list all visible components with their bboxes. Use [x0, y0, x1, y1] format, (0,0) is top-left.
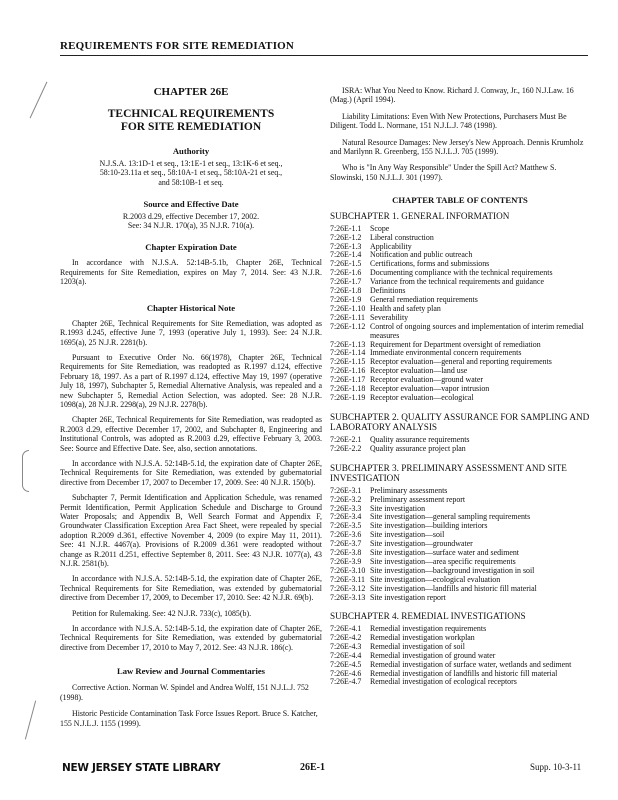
- section-number: 7:26E-1.2: [330, 232, 362, 242]
- section-number: 7:26E-1.5: [330, 259, 362, 269]
- section-title: Notification and public outreach: [370, 250, 473, 260]
- section-title: Site investigation—groundwater: [370, 539, 473, 549]
- law-review-heading: Law Review and Journal Commentaries: [117, 666, 265, 677]
- section-number: 7:26E-3.13: [330, 592, 366, 602]
- authority-heading: Authority: [172, 146, 210, 156]
- section-number: 7:26E-2.2: [330, 443, 362, 453]
- toc-entry: [330, 323, 590, 341]
- section-title: Liberal construction: [370, 232, 434, 242]
- law-review-ref: Liability Limitations: Even With New Protections, Purchasers Must Be Diligent. Todd L. Normane, 151 N.J.L.J. 748 (1998).: [330, 111, 567, 131]
- toc-list: [330, 487, 590, 603]
- section-number: 7:26E-1.15: [330, 357, 366, 367]
- toc-entry: [330, 225, 590, 234]
- section-number: 7:26E-3.8: [330, 548, 362, 558]
- section-number: 7:26E-1.8: [330, 286, 362, 296]
- section-title: Remedial investigation requirements: [370, 623, 487, 633]
- section-number: 7:26E-3.6: [330, 530, 362, 540]
- section-title: General remediation requirements: [370, 295, 478, 304]
- history-paragraph: Pursuant to Executive Order No. 66(1978), Chapter 26E, Technical Requirements for Site Remediation, was readopted as R.1997 d.124, effective February 18, 1997. As a part of R.1997 d.124, effective May 19, 1997 (operative July 18, 1997), Subchapter 5, Remedial Alternative Analysis, was repealed and a new Subchapter 5, Remedial Action Selection, was adopted. See: 28 N.J.R. 1098(a), 28 N.J.R. 2298(a), 29 N.J.R. 2278(b).: [60, 352, 322, 409]
- toc-entry: [330, 296, 590, 305]
- section-number: 7:26E-1.10: [330, 303, 366, 313]
- section-title: Site investigation—background investigation in soil: [370, 565, 535, 575]
- section-title: Remedial investigation of soil: [370, 641, 465, 651]
- section-title: Site investigation—surface water and sediment: [370, 548, 520, 558]
- section-title: Remedial investigation of surface water, wetlands and sediment: [370, 659, 572, 669]
- section-title: Remedial investigation of ground water: [370, 650, 496, 660]
- authority-text: N.J.S.A. 13:1D-1 et seq., 13:1E-1 et seq., 13:1K-6 et seq., 58:10-23.11a et seq., 58:10A-1 et seq., 58:10A-21 et seq., and 58:10B-1 et seq.: [99, 159, 283, 187]
- section-number: 7:26E-3.1: [330, 485, 362, 495]
- section-number: 7:26E-3.2: [330, 494, 362, 504]
- toc-entry: [330, 278, 590, 287]
- section-title: Receptor evaluation—general and reporting requirements: [370, 357, 552, 367]
- section-title: Quality assurance project plan: [370, 443, 466, 453]
- source-text: R.2003 d.29, effective December 17, 2002. See: 34 N.J.R. 170(a), 35 N.J.R. 710(a).: [122, 211, 260, 231]
- section-number: 7:26E-2.1: [330, 434, 362, 444]
- section-title: Preliminary assessment report: [370, 494, 466, 504]
- section-number: 7:26E-4.2: [330, 632, 362, 642]
- left-column: [60, 86, 322, 728]
- section-number: 7:26E-3.3: [330, 503, 362, 513]
- section-title: Immediate environmental concern requirements: [370, 348, 522, 358]
- supplement-date: Supp. 10-3-11: [530, 762, 582, 772]
- chapter-number: CHAPTER 26E: [153, 86, 229, 98]
- section-title: Remedial investigation workplan: [370, 632, 475, 642]
- toc-entry: [330, 234, 590, 243]
- section-number: 7:26E-1.7: [330, 277, 362, 287]
- section-title: Receptor evaluation—ecological: [370, 392, 474, 402]
- section-number: 7:26E-1.3: [330, 241, 362, 251]
- subchapter-heading: SUBCHAPTER 2. QUALITY ASSURANCE FOR SAMPLING AND LABORATORY ANALYSIS: [330, 411, 590, 433]
- section-title: Site investigation: [370, 503, 426, 513]
- subchapter-heading: SUBCHAPTER 4. REMEDIAL INVESTIGATIONS: [330, 611, 526, 622]
- section-title: Preliminary assessments: [370, 485, 448, 495]
- scan-mark: [22, 450, 29, 492]
- section-title: Quality assurance requirements: [370, 434, 470, 444]
- toc-list: [330, 436, 590, 454]
- history-heading: Chapter Historical Note: [146, 302, 236, 313]
- section-number: 7:26E-1.4: [330, 250, 362, 260]
- header-rule: [60, 55, 588, 56]
- section-title: Control of ongoing sources and implementation of interim remedial measures: [370, 321, 584, 340]
- section-title: Site investigation—landfills and historic fill material: [370, 583, 537, 593]
- section-number: 7:26E-4.7: [330, 677, 362, 687]
- section-title: Applicability: [370, 241, 412, 251]
- section-number: 7:26E-1.11: [330, 312, 365, 322]
- history-paragraph: Petition for Rulemaking. See: 42 N.J.R. 733(c), 1085(b).: [72, 608, 252, 618]
- section-number: 7:26E-4.1: [330, 623, 362, 633]
- section-title: Requirement for Department oversight of remediation: [370, 339, 541, 349]
- toc-entry: [330, 496, 590, 505]
- section-title: Remedial investigation of ecological receptors: [370, 677, 517, 687]
- subchapter-heading: SUBCHAPTER 1. GENERAL INFORMATION: [330, 211, 510, 222]
- section-title: Certifications, forms and submissions: [370, 259, 490, 269]
- toc-entry: [330, 594, 590, 603]
- section-title: Definitions: [370, 286, 406, 296]
- section-title: Receptor evaluation—land use: [370, 366, 468, 376]
- toc-list: [330, 225, 590, 403]
- section-number: 7:26E-4.3: [330, 641, 362, 651]
- law-review-ref: Historic Pesticide Contamination Task Force Issues Report. Bruce S. Katcher, 155 N.J.L.J. 1155 (1999).: [60, 709, 318, 728]
- section-number: 7:26E-3.12: [330, 583, 366, 593]
- law-review-ref: Natural Resource Damages: New Jersey's New Approach. Dennis Krumholz and Marilynn R. Greenberg, 155 N.J.L.J. 705 (1999).: [330, 137, 584, 157]
- section-number: 7:26E-1.17: [330, 375, 366, 385]
- page-number: 26E-1: [300, 762, 325, 773]
- running-header: REQUIREMENTS FOR SITE REMEDIATION: [60, 40, 295, 52]
- section-title: Scope: [370, 223, 390, 233]
- toc-entry: [330, 394, 590, 403]
- section-title: Severability: [370, 312, 409, 322]
- section-number: 7:26E-3.5: [330, 521, 362, 531]
- section-title: Site investigation—ecological evaluation: [370, 574, 501, 584]
- section-number: 7:26E-4.5: [330, 659, 362, 669]
- section-title: Site investigation—building interiors: [370, 521, 488, 531]
- section-number: 7:26E-1.1: [330, 223, 362, 233]
- section-number: 7:26E-1.16: [330, 366, 366, 376]
- scan-mark: [25, 701, 36, 740]
- toc-entry: [330, 522, 590, 531]
- history-paragraph: In accordance with N.J.S.A. 52:14B-5.1d, the expiration date of Chapter 26E, Technical Requirements for Site Remediation, was extended by gubernatorial directive from December 17, 2007 to December 17, 2009. See: 40 N.J.R. 150(b).: [60, 458, 322, 487]
- history-paragraph: Chapter 26E, Technical Requirements for Site Remediation, was readopted as R.2003 d.29, effective December 17, 2002, and Subchapter 8, Engineering and Institutional Controls, was adopted as R.2003 d.29, effective February 3, 2003. See: Source and Effective Date. See, also, section annotations.: [60, 415, 322, 453]
- scan-mark: [30, 82, 48, 119]
- section-title: Health and safety plan: [370, 303, 441, 313]
- section-title: Site investigation—area specific requirements: [370, 556, 516, 566]
- section-title: Remedial investigation of landfills and historic fill material: [370, 668, 558, 678]
- history-paragraph: Chapter 26E, Technical Requirements for Site Remediation, was adopted as R.1993 d.245, effective June 7, 1993 (operative July 1, 1993). See: 24 N.J.R. 1695(a), 25 N.J.R. 2281(b).: [60, 318, 322, 347]
- expiration-text: In accordance with N.J.S.A. 52:14B-5.1b, Chapter 26E, Technical Requirements for Site Remediation, expires on May 7, 2014. See: 43 N.J.R. 1203(a).: [60, 258, 322, 287]
- law-review-ref: Corrective Action. Norman W. Spindel and Andrea Wolff, 151 N.J.L.J. 752 (1998).: [60, 683, 309, 702]
- expiration-heading: Chapter Expiration Date: [145, 242, 237, 253]
- toc-list: [330, 625, 590, 687]
- section-number: 7:26E-1.13: [330, 339, 366, 349]
- section-number: 7:26E-1.19: [330, 392, 366, 402]
- section-number: 7:26E-1.9: [330, 295, 362, 304]
- right-column: [330, 86, 590, 687]
- section-title: Site investigation report: [370, 592, 446, 602]
- section-title: Documenting compliance with the technical requirements: [370, 268, 553, 278]
- toc-entry: [330, 305, 590, 314]
- subchapter-heading: SUBCHAPTER 3. PRELIMINARY ASSESSMENT AND SITE INVESTIGATION: [330, 462, 567, 484]
- section-number: 7:26E-1.12: [330, 321, 366, 331]
- library-stamp: NEW JERSEY STATE LIBRARY: [62, 762, 221, 774]
- source-heading: Source and Effective Date: [143, 198, 239, 209]
- toc-entry: [330, 678, 590, 687]
- section-number: 7:26E-3.9: [330, 556, 362, 566]
- section-number: 7:26E-3.10: [330, 565, 366, 575]
- section-number: 7:26E-1.18: [330, 384, 366, 394]
- law-review-ref: ISRA: What You Need to Know. Richard J. Conway, Jr., 160 N.J.Law. 16 (Mag.) (April 1994).: [330, 86, 574, 105]
- section-number: 7:26E-3.11: [330, 574, 365, 584]
- section-title: Receptor evaluation—ground water: [370, 375, 484, 385]
- law-review-ref: Who is "In Any Way Responsible" Under the Spill Act? Matthew S. Slowinski, 150 N.J.L.J. 301 (1997).: [330, 163, 557, 182]
- section-number: 7:26E-4.4: [330, 650, 362, 660]
- section-number: 7:26E-1.14: [330, 348, 366, 358]
- section-title: Variance from the technical requirements and guidance: [370, 277, 544, 287]
- section-title: Site investigation—soil: [370, 530, 445, 540]
- toc-entry: [330, 585, 590, 594]
- section-number: 7:26E-3.4: [330, 512, 362, 522]
- section-number: 7:26E-4.6: [330, 668, 362, 678]
- section-number: 7:26E-3.7: [330, 539, 362, 549]
- toc-heading: CHAPTER TABLE OF CONTENTS: [392, 195, 528, 206]
- history-paragraph: Subchapter 7, Permit Identification and Application Schedule, was renamed Permit Identification, Permit Application Schedule and Discharge to Ground Water Proposals; and Appendix B, Well Search Format and Appendix F, Groundwater Classification Exception Area Fact Sheet, were repealed by special adoption R.2009 d.361, effective November 4, 2009 (to expire May 11, 2011). See: 41 N.J.R. 4467(a). Provisions of R.2009 d.361 were readopted without change as R.2011 d.251, effective September 8, 2011. See: 43 N.J.R. 1077(a), 43 N.J.R. 2581(b).: [60, 493, 322, 569]
- history-paragraph: In accordance with N.J.S.A. 52:14B-5.1d, the expiration date of Chapter 26E, Technical Requirements for Site Remediation, was extended by gubernatorial directive from December 17, 2009, to December 17, 2010. See: 42 N.J.R. 69(b).: [60, 574, 322, 603]
- section-number: 7:26E-1.6: [330, 268, 362, 278]
- history-paragraph: In accordance with N.J.S.A. 52:14B-5.1d, the expiration date of Chapter 26E, Technical Requirements for Site Remediation, was extended by gubernatorial directive from December 17, 2010 to May 7, 2012. See: 43 N.J.R. 186(c).: [60, 624, 322, 652]
- section-title: Receptor evaluation—vapor intrusion: [370, 384, 490, 394]
- toc-entry: [330, 445, 590, 454]
- section-title: Site investigation—general sampling requirements: [370, 512, 531, 522]
- table-of-contents: [330, 211, 590, 687]
- chapter-title: TECHNICAL REQUIREMENTS FOR SITE REMEDIATION: [107, 108, 275, 133]
